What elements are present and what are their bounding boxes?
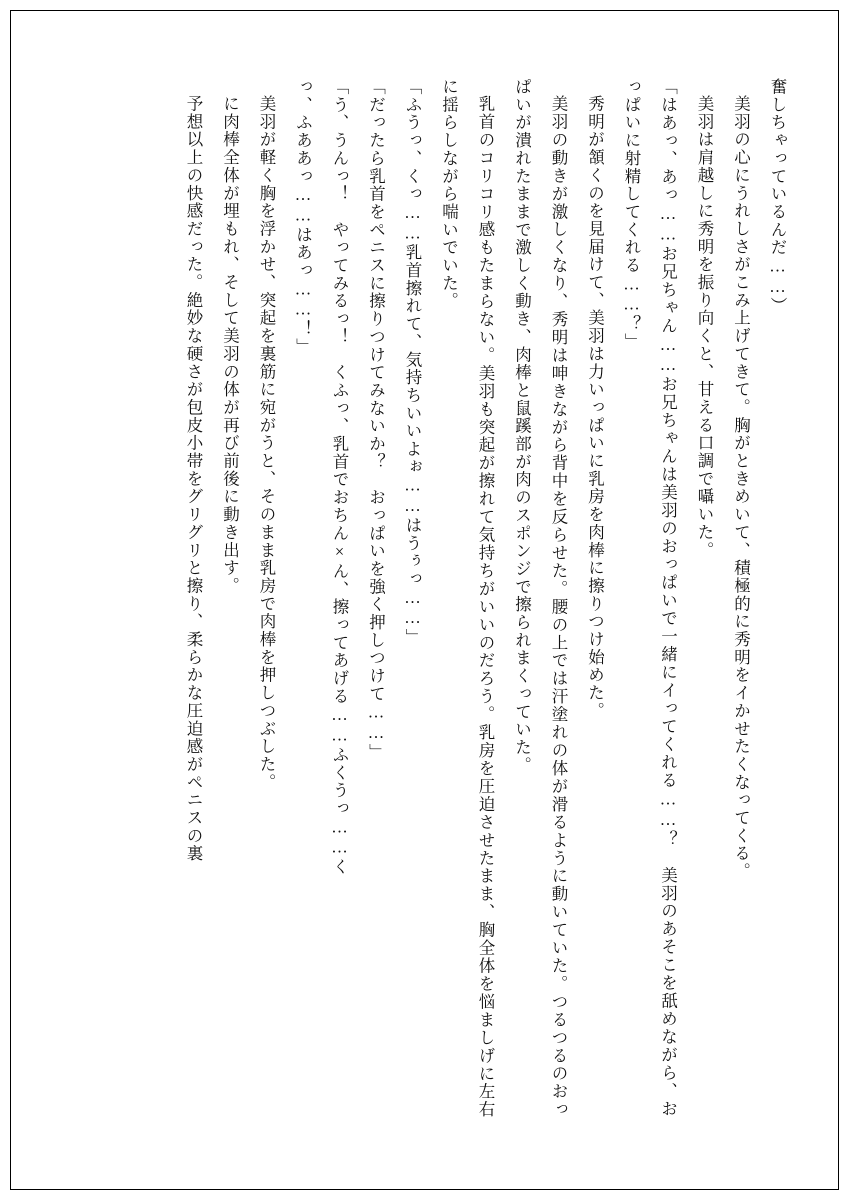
vertical-text-body — [55, 78, 795, 1118]
paragraph: 美羽の心にうれしさがこみ上げてきて。胸がときめいて、積極的に秀明をイかせたくなってくる。 — [731, 94, 751, 880]
paragraph: 美羽の動きが激しくなり、秀明は呻きながら背中を反らせた。腰の上では汗塗れの体が滑るように動いていた。つるつるのおっぱいが潰れたままで激しく動き、肉棒と鼠蹊部が肉のスポンジで擦られまくっていた。 — [512, 78, 568, 1118]
paragraph: 「う、うんっ！ やってみるっ！ くふっ、乳首でおちん×ん、擦ってあげる……ふくうっ……く — [330, 78, 349, 876]
paragraph: 美羽は肩越しに秀明を振り向くと、甘える口調で囁いた。 — [695, 94, 714, 559]
paragraph: 美羽が軽く胸を浮かせ、突起を裏筋に宛がうと、そのまま乳房で肉棒を押しつぶした。 — [257, 94, 276, 791]
paragraph: 奮しちゃっているんだ……） — [768, 78, 787, 316]
paragraph: 秀明が頷くのを見届けて、美羽は力いっぱいに乳房を肉棒に擦りつけ始めた。 — [585, 94, 605, 720]
paragraph: 予想以上の快感だった。絶妙な硬さが包皮小帯をグリグリと擦り、柔らかな圧迫感がペニスの裏 — [184, 94, 203, 863]
paragraph: 「ふうっ、くっ……乳首擦れて、気持ちいいよぉ……はうぅっ……」 — [403, 78, 422, 647]
paragraph: 「はあっ、あっ……お兄ちゃん……お兄ちゃんは美羽のおっぱいで一緒にイってくれる……？ 美羽のあそこを舐めながら、おっぱいに射精してくれる……？」 — [622, 78, 678, 1118]
paragraph: 乳首のコリコリ感もたまらない。美羽も突起が擦れて気持ちがいいのだろう。乳房を圧迫させたまま、胸全体を悩ましげに左右に揺らしながら喘いでいた。 — [439, 78, 495, 1118]
paragraph: 「だったら乳首をペニスに擦りつけてみないか？ おっぱいを強く押しつけて……」 — [366, 78, 386, 762]
paragraph: っ、ふああっ……はあっ……！」 — [293, 78, 313, 356]
paragraph: に肉棒全体が埋もれ、そして美羽の体が再び前後に動き出す。 — [220, 94, 240, 595]
